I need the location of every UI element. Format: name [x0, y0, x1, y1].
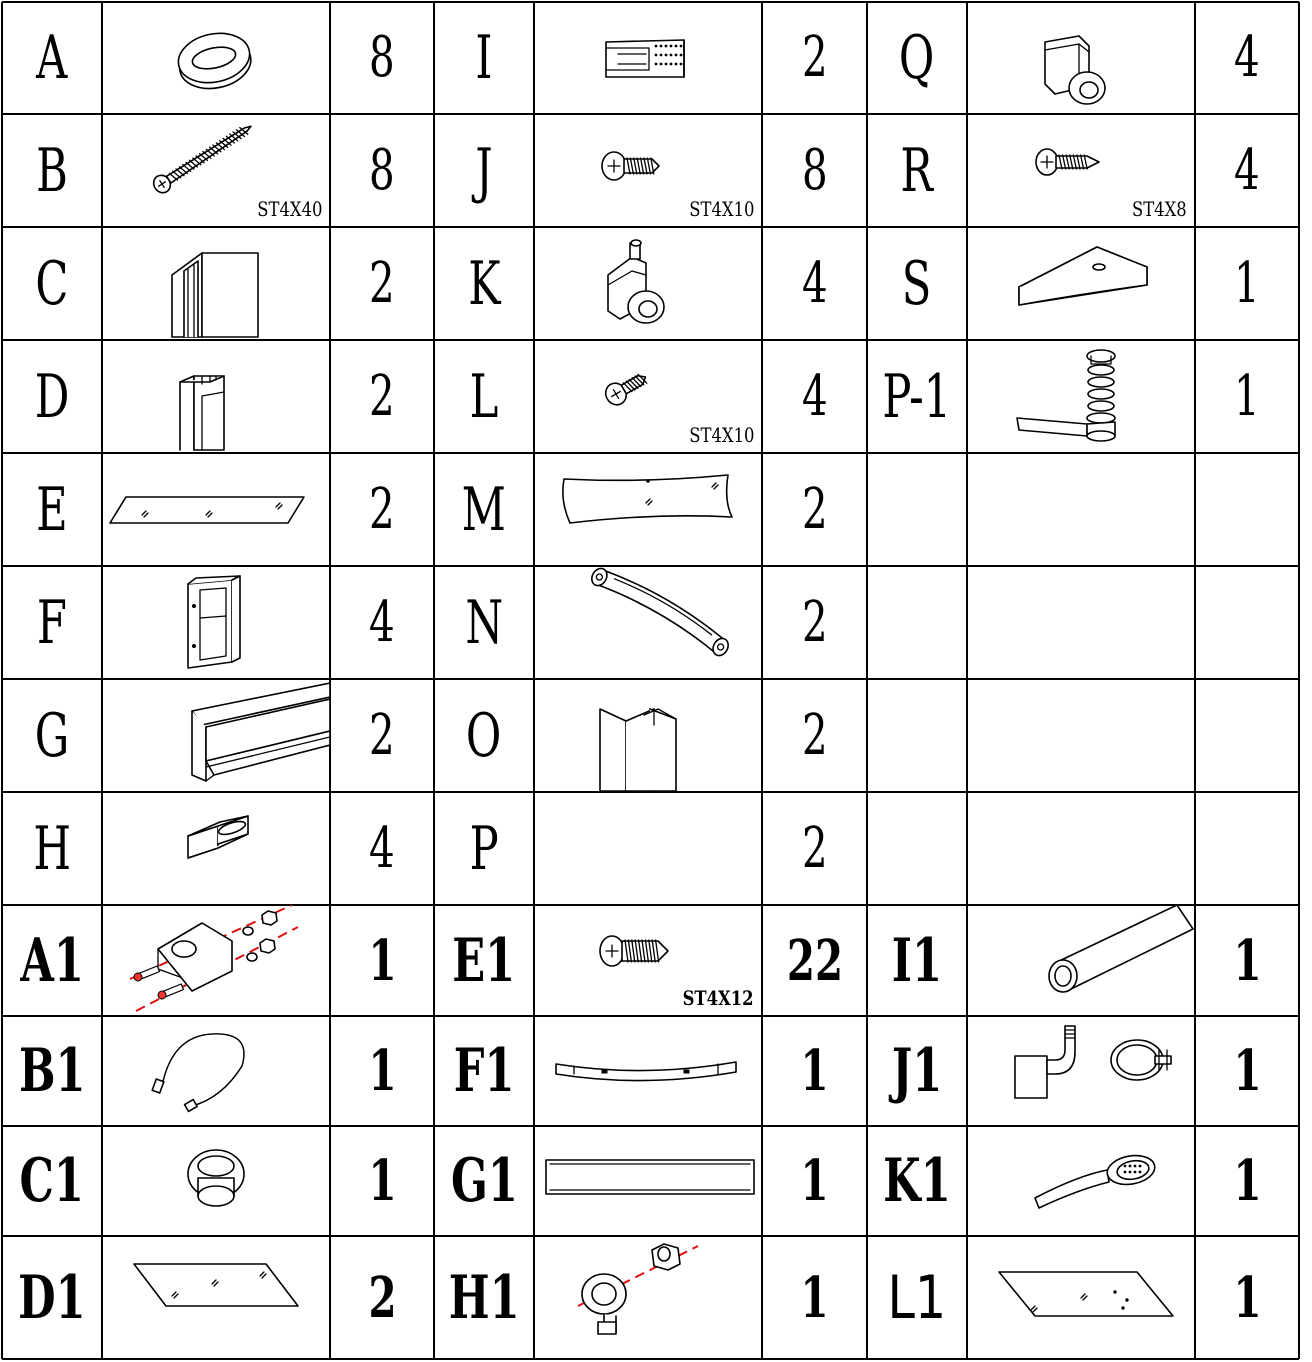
flat-glass-panel-icon — [102, 453, 330, 566]
part-code-cell — [2, 114, 102, 227]
wall-profile-icon — [102, 227, 330, 340]
part-quantity-cell — [330, 1236, 434, 1359]
part-quantity-cell — [1195, 1126, 1299, 1236]
part-code: B — [36, 135, 68, 206]
part-code-cell — [2, 1126, 102, 1236]
part-code-cell — [434, 453, 534, 566]
part-code: L — [469, 361, 499, 432]
oval-washer-icon — [102, 2, 330, 114]
part-code: O — [466, 700, 502, 771]
part-quantity: 1 — [1234, 363, 1260, 429]
wall-channel-icon — [102, 340, 330, 453]
part-code-cell — [434, 566, 534, 679]
part-spec-label: ST4X10 — [688, 197, 754, 221]
part-picture-cell — [967, 227, 1195, 340]
part-picture-cell — [102, 1236, 330, 1359]
part-code-cell — [434, 792, 534, 905]
part-quantity-cell — [762, 1016, 867, 1126]
part-quantity: 4 — [801, 250, 828, 316]
part-quantity: 1 — [800, 1038, 829, 1104]
part-quantity-cell — [762, 1236, 867, 1359]
part-quantity: 2 — [801, 815, 828, 881]
edge-profile-icon — [534, 792, 762, 905]
part-picture-cell — [967, 905, 1195, 1016]
part-quantity-cell — [330, 114, 434, 227]
part-picture-cell — [967, 1126, 1195, 1236]
part-code: E1 — [452, 925, 516, 996]
part-code: C — [35, 248, 69, 319]
part-picture-cell — [534, 340, 762, 453]
part-code-cell — [2, 227, 102, 340]
part-code: P-1 — [882, 361, 952, 432]
part-quantity: 4 — [369, 815, 395, 881]
part-picture-cell — [534, 227, 762, 340]
part-spec-label: ST4X8 — [1132, 197, 1187, 221]
part-code: L1 — [887, 1262, 947, 1333]
part-code-cell — [2, 453, 102, 566]
flat-bar-icon — [534, 1126, 762, 1236]
part-quantity: 1 — [1232, 1148, 1262, 1214]
part-code: I — [475, 23, 493, 93]
parts-list-table — [2, 2, 1299, 1359]
part-quantity: 2 — [369, 476, 395, 542]
part-code-cell — [434, 905, 534, 1016]
part-quantity: 1 — [367, 1148, 397, 1214]
part-code-cell — [2, 566, 102, 679]
part-code: A — [36, 23, 68, 93]
part-quantity-cell — [762, 1126, 867, 1236]
part-code-cell — [2, 792, 102, 905]
part-code: Q — [899, 23, 935, 93]
part-quantity: 1 — [367, 1038, 397, 1104]
part-quantity: 2 — [367, 1264, 397, 1331]
part-picture-cell — [102, 905, 330, 1016]
roller-wheel-icon — [534, 227, 762, 340]
part-code-cell — [2, 1236, 102, 1359]
part-code: F1 — [453, 1036, 515, 1106]
part-code: G — [34, 700, 70, 771]
part-code: C1 — [19, 1146, 85, 1216]
curved-glass-door-icon — [534, 453, 762, 566]
part-picture-cell — [534, 114, 762, 227]
part-code-cell — [434, 679, 534, 792]
part-picture-cell — [534, 1126, 762, 1236]
part-code-cell — [867, 1016, 967, 1126]
drain-kit-icon — [967, 340, 1195, 453]
part-quantity-cell — [330, 566, 434, 679]
part-quantity: 1 — [1232, 927, 1262, 994]
part-picture-cell — [102, 1126, 330, 1236]
part-picture-cell — [534, 905, 762, 1016]
part-quantity-cell — [762, 566, 867, 679]
part-spec-label: ST4X12 — [682, 986, 754, 1010]
part-quantity: 1 — [800, 1148, 829, 1214]
part-code-cell — [434, 1236, 534, 1359]
part-code-cell — [867, 905, 967, 1016]
part-code-cell — [2, 679, 102, 792]
part-quantity-cell — [330, 453, 434, 566]
part-quantity: 22 — [786, 927, 843, 994]
knob-icon — [102, 1126, 330, 1236]
part-code: R — [900, 135, 934, 206]
rail-track-icon — [102, 679, 330, 792]
part-quantity-cell — [1195, 114, 1299, 227]
part-quantity: 1 — [1232, 1264, 1262, 1331]
part-picture-cell — [967, 114, 1195, 227]
part-code: P — [469, 813, 499, 884]
part-picture-cell — [102, 566, 330, 679]
part-quantity-cell — [762, 340, 867, 453]
part-code-cell — [2, 2, 102, 114]
part-code-cell — [434, 2, 534, 114]
part-picture-cell — [102, 114, 330, 227]
part-code-cell — [2, 905, 102, 1016]
part-picture-cell — [534, 1016, 762, 1126]
part-picture-cell — [534, 566, 762, 679]
part-code-cell — [867, 2, 967, 114]
part-code-cell — [867, 1126, 967, 1236]
hand-shower-icon — [967, 1126, 1195, 1236]
part-quantity: 8 — [369, 25, 395, 90]
part-quantity: 2 — [801, 702, 828, 768]
glass-panel-icon — [102, 1236, 330, 1359]
part-quantity: 2 — [369, 702, 395, 768]
part-picture-cell — [102, 792, 330, 905]
shower-tray-icon — [967, 227, 1195, 340]
part-quantity-cell — [330, 1126, 434, 1236]
part-quantity-cell — [330, 340, 434, 453]
part-code: D1 — [18, 1262, 86, 1333]
part-code-cell — [434, 227, 534, 340]
part-code: B1 — [18, 1036, 86, 1106]
corner-bracket-icon — [102, 566, 330, 679]
part-quantity: 2 — [801, 589, 828, 655]
part-code: K — [467, 248, 501, 319]
part-quantity: 2 — [369, 363, 395, 429]
part-code: H — [33, 813, 71, 884]
part-code: F — [37, 587, 67, 658]
part-quantity-cell — [1195, 340, 1299, 453]
tube-icon — [967, 905, 1195, 1016]
part-picture-cell — [102, 2, 330, 114]
part-code: K1 — [883, 1146, 951, 1216]
part-quantity: 1 — [367, 927, 397, 994]
part-code: D — [34, 361, 70, 432]
part-code: I1 — [891, 925, 943, 996]
part-quantity-cell — [1195, 1016, 1299, 1126]
part-quantity-cell — [762, 227, 867, 340]
part-quantity-cell — [1195, 905, 1299, 1016]
slotted-clip-icon — [102, 792, 330, 905]
part-code: H1 — [448, 1262, 520, 1333]
part-code-cell — [867, 1236, 967, 1359]
part-code-cell — [434, 1016, 534, 1126]
door-roller-icon — [967, 2, 1195, 114]
part-quantity-cell — [330, 2, 434, 114]
part-code: J — [475, 135, 493, 206]
part-quantity-cell — [1195, 2, 1299, 114]
part-quantity-cell — [330, 227, 434, 340]
part-picture-cell — [534, 792, 762, 905]
part-code: N — [465, 587, 503, 658]
part-code: J1 — [891, 1036, 943, 1106]
part-quantity: 4 — [801, 363, 828, 429]
part-picture-cell — [534, 2, 762, 114]
part-picture-cell — [102, 1016, 330, 1126]
part-quantity: 4 — [369, 589, 395, 655]
corner-profile-icon — [534, 679, 762, 792]
part-picture-cell — [534, 679, 762, 792]
holder-bracket-icon — [102, 905, 330, 1016]
part-picture-cell — [967, 1016, 1195, 1126]
part-quantity: 4 — [1234, 137, 1260, 203]
glass-shelf-icon — [967, 1236, 1195, 1359]
part-picture-cell — [102, 227, 330, 340]
wall-outlet-icon — [534, 1236, 762, 1359]
part-quantity-cell — [762, 679, 867, 792]
part-code-cell — [867, 114, 967, 227]
part-quantity: 2 — [801, 476, 828, 542]
part-quantity-cell — [330, 1016, 434, 1126]
part-quantity: 2 — [801, 25, 828, 90]
part-picture-cell — [967, 1236, 1195, 1359]
part-quantity-cell — [762, 905, 867, 1016]
part-quantity: 4 — [1234, 25, 1260, 90]
part-quantity-cell — [1195, 1236, 1299, 1359]
part-code-cell — [2, 340, 102, 453]
part-picture-cell — [102, 453, 330, 566]
part-picture-cell — [102, 340, 330, 453]
part-code-cell — [434, 1126, 534, 1236]
part-code-cell — [434, 114, 534, 227]
part-picture-cell — [534, 453, 762, 566]
elbow-clamp-icon — [967, 1016, 1195, 1126]
part-quantity-cell — [330, 905, 434, 1016]
part-spec-label: ST4X10 — [688, 423, 754, 447]
part-quantity-cell — [762, 792, 867, 905]
part-code-cell — [2, 1016, 102, 1126]
part-picture-cell — [967, 340, 1195, 453]
part-code-cell — [434, 340, 534, 453]
part-spec-label: ST4X40 — [256, 197, 322, 221]
magnetic-seal-strip-icon — [534, 2, 762, 114]
part-code-cell — [867, 340, 967, 453]
part-code: E — [36, 474, 68, 545]
part-code-cell — [867, 227, 967, 340]
part-quantity-cell — [762, 2, 867, 114]
part-picture-cell — [967, 2, 1195, 114]
part-code: G1 — [450, 1146, 518, 1216]
part-code: S — [902, 248, 932, 319]
part-quantity: 2 — [369, 250, 395, 316]
part-quantity: 8 — [369, 137, 395, 203]
door-handle-icon — [534, 566, 762, 679]
part-quantity-cell — [762, 453, 867, 566]
part-code: A1 — [20, 925, 84, 996]
part-picture-cell — [102, 679, 330, 792]
part-quantity: 1 — [1232, 1038, 1262, 1104]
part-quantity-cell — [762, 114, 867, 227]
part-quantity: 8 — [801, 137, 828, 203]
part-quantity: 1 — [800, 1264, 829, 1331]
shower-hose-icon — [102, 1016, 330, 1126]
part-quantity-cell — [330, 679, 434, 792]
curved-strip-icon — [534, 1016, 762, 1126]
part-quantity-cell — [330, 792, 434, 905]
part-quantity: 1 — [1234, 250, 1260, 316]
part-code: M — [461, 474, 507, 545]
part-quantity-cell — [1195, 227, 1299, 340]
part-picture-cell — [534, 1236, 762, 1359]
